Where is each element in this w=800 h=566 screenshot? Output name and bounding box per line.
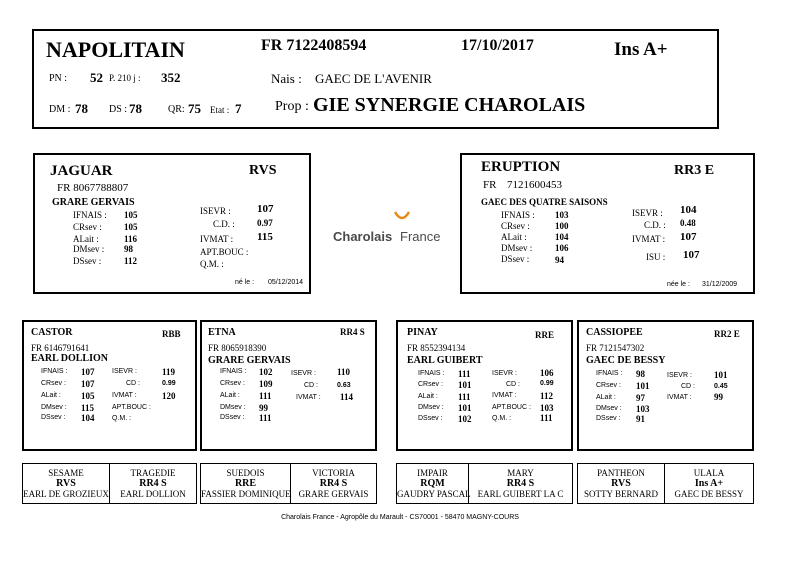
dam-dssev-value: 94 bbox=[555, 255, 564, 265]
gp-aptbouc-value: 103 bbox=[540, 403, 554, 413]
gp-dmsev-label: DMsev : bbox=[41, 404, 67, 411]
gp-cd-label: CD : bbox=[681, 383, 695, 390]
gp-ifnais-value: 102 bbox=[259, 367, 273, 377]
sire-qm-label: Q.M. : bbox=[200, 259, 224, 269]
gp-crsev-value: 101 bbox=[458, 380, 472, 390]
grandparent-box-pinay bbox=[396, 320, 573, 451]
sire-isevr-label: ISEVR : bbox=[200, 206, 231, 216]
gp-ivmat-value: 114 bbox=[340, 392, 354, 402]
ggp-breeder: FASSIER DOMINIQUE bbox=[201, 489, 291, 499]
ggp-name: VICTORIA bbox=[312, 468, 355, 478]
ggp-grade: RR4 S bbox=[319, 478, 348, 489]
gp-grade: RR2 E bbox=[714, 329, 740, 339]
ggp-cell bbox=[578, 464, 665, 503]
grandparent-box-castor bbox=[22, 320, 197, 451]
pn-value: 52 bbox=[90, 70, 103, 85]
dam-grade: RR3 E bbox=[674, 163, 715, 178]
ggp-breeder: EARL GUIBERT LA C bbox=[477, 489, 564, 499]
gp-breeder: GAEC DE BESSY bbox=[586, 355, 666, 366]
gp-isevr-label: ISEVR : bbox=[667, 372, 692, 379]
dam-born-value: 31/12/2009 bbox=[702, 281, 738, 288]
ggp-grade: RRE bbox=[234, 478, 257, 489]
gp-ivmat-label: IVMAT : bbox=[667, 394, 692, 401]
sire-born-label: né le : bbox=[235, 279, 255, 286]
sire-dmsev-label: DMsev : bbox=[73, 244, 105, 254]
grandparent-box-etna bbox=[200, 320, 377, 451]
gp-isevr-label: ISEVR : bbox=[112, 368, 137, 375]
sire-dssev-label: DSsev : bbox=[73, 256, 102, 266]
ggp-name: SUEDOIS bbox=[226, 468, 265, 478]
gp-dmsev-label: DMsev : bbox=[596, 405, 622, 412]
gp-ivmat-value: 99 bbox=[714, 392, 723, 402]
ggp-strip-cassiopee bbox=[577, 463, 754, 504]
animal-grade: Ins A+ bbox=[614, 39, 668, 60]
ggp-grade: RR4 S bbox=[139, 478, 167, 489]
gp-ifnais-label: IFNAIS : bbox=[41, 368, 68, 375]
gp-dssev-value: 104 bbox=[81, 413, 95, 423]
gp-ivmat-label: IVMAT : bbox=[492, 392, 517, 399]
gp-dssev-value: 91 bbox=[636, 414, 645, 424]
dam-dmsev-label: DMsev : bbox=[501, 243, 533, 253]
ggp-breeder: GRARE GERVAIS bbox=[298, 489, 369, 499]
dam-box bbox=[460, 153, 755, 294]
sire-ifnais-label: IFNAIS : bbox=[73, 210, 107, 220]
ggp-breeder: GAUDRY PASCAL bbox=[397, 489, 471, 499]
gp-ifnais-label: IFNAIS : bbox=[596, 370, 623, 377]
gp-crsev-label: CRsev : bbox=[596, 382, 621, 389]
gp-dmsev-value: 115 bbox=[81, 403, 95, 413]
dam-dmsev-value: 106 bbox=[555, 243, 569, 253]
ggp-strip-etna bbox=[200, 463, 377, 504]
gp-dssev-value: 111 bbox=[259, 413, 272, 423]
gp-dmsev-label: DMsev : bbox=[220, 404, 246, 411]
gp-ivmat-value: 120 bbox=[162, 391, 176, 401]
animal-name: NAPOLITAIN bbox=[46, 37, 185, 62]
gp-number: FR 8552394134 bbox=[407, 343, 466, 353]
gp-ivmat-label: IVMAT : bbox=[296, 394, 321, 401]
dam-isu-label: ISU : bbox=[646, 252, 666, 262]
dam-cd-value: 0.48 bbox=[680, 218, 696, 228]
grandparent-box-cassiopee bbox=[577, 320, 754, 451]
ggp-breeder: SOTTY BERNARD bbox=[584, 489, 658, 499]
p210-value: 352 bbox=[161, 70, 181, 85]
gp-number: FR 6146791641 bbox=[31, 343, 90, 353]
gp-crsev-label: CRsev : bbox=[418, 381, 443, 388]
sire-ivmat-label: IVMAT : bbox=[200, 234, 234, 244]
ggp-cell bbox=[201, 464, 291, 503]
gp-dssev-label: DSsev : bbox=[41, 414, 66, 421]
gp-alait-value: 105 bbox=[81, 391, 95, 401]
ggp-breeder: EARL DE GROZIEUX bbox=[23, 489, 109, 499]
dam-number: 7121600453 bbox=[507, 179, 562, 191]
gp-aptbouc-label: APT.BOUC : bbox=[112, 404, 151, 411]
ggp-name: MARY bbox=[507, 468, 534, 478]
sire-ifnais-value: 105 bbox=[124, 210, 138, 220]
dam-isevr-label: ISEVR : bbox=[632, 208, 663, 218]
gp-ifnais-value: 111 bbox=[458, 369, 471, 379]
gp-qm-label: Q.M. : bbox=[492, 415, 512, 422]
ggp-breeder: EARL DOLLION bbox=[120, 489, 186, 499]
pn-label: PN : bbox=[49, 73, 68, 84]
prop-label: Prop : bbox=[275, 99, 309, 114]
gp-isevr-value: 119 bbox=[162, 367, 176, 377]
gp-name: CASSIOPEE bbox=[586, 327, 643, 338]
sire-cd-label: C.D. : bbox=[213, 219, 235, 229]
gp-crsev-label: CRsev : bbox=[41, 380, 66, 387]
ggp-cell bbox=[469, 464, 572, 503]
gp-dmsev-value: 99 bbox=[259, 403, 268, 413]
gp-dssev-label: DSsev : bbox=[418, 415, 443, 422]
gp-isevr-value: 110 bbox=[337, 367, 351, 377]
ggp-name: TRAGEDIE bbox=[130, 468, 176, 478]
gp-ifnais-label: IFNAIS : bbox=[418, 370, 445, 377]
gp-ivmat-value: 112 bbox=[540, 391, 554, 401]
gp-ifnais-value: 98 bbox=[636, 369, 645, 379]
sire-alait-value: 116 bbox=[124, 234, 138, 244]
dm-label: DM : bbox=[49, 104, 71, 115]
gp-name: CASTOR bbox=[31, 327, 73, 338]
gp-breeder: EARL DOLLION bbox=[31, 353, 108, 364]
sire-crsev-label: CRsev : bbox=[73, 222, 102, 232]
dam-dssev-label: DSsev : bbox=[501, 254, 530, 264]
dam-breeder: GAEC DES QUATRE SAISONS bbox=[481, 197, 608, 207]
gp-ifnais-label: IFNAIS : bbox=[220, 368, 247, 375]
report-date: 17/10/2017 bbox=[461, 37, 534, 54]
sire-crsev-value: 105 bbox=[124, 222, 138, 232]
ggp-strip-castor bbox=[22, 463, 197, 504]
gp-grade: RBB bbox=[162, 329, 181, 339]
charolais-france-logo bbox=[330, 210, 448, 250]
dam-ifnais-value: 103 bbox=[555, 210, 569, 220]
gp-alait-label: ALait : bbox=[41, 392, 61, 399]
gp-breeder: EARL GUIBERT bbox=[407, 355, 483, 366]
animal-number: FR 7122408594 bbox=[261, 37, 367, 54]
gp-crsev-value: 109 bbox=[259, 379, 273, 389]
sire-isevr-value: 107 bbox=[257, 203, 274, 215]
gp-isevr-value: 106 bbox=[540, 368, 554, 378]
sire-ivmat-value: 115 bbox=[257, 231, 273, 243]
qr-label: QR: bbox=[168, 104, 185, 115]
ggp-grade: Ins A+ bbox=[694, 478, 724, 489]
gp-alait-value: 111 bbox=[458, 392, 471, 402]
gp-crsev-label: CRsev : bbox=[220, 380, 245, 387]
gp-cd-label: CD : bbox=[304, 382, 318, 389]
gp-ifnais-value: 107 bbox=[81, 367, 95, 377]
sire-dmsev-value: 98 bbox=[124, 244, 133, 254]
ggp-cell bbox=[110, 464, 196, 503]
gp-breeder: GRARE GERVAIS bbox=[208, 355, 291, 366]
dm-value: 78 bbox=[75, 101, 88, 116]
logo-leaf-icon bbox=[392, 210, 412, 224]
gp-cd-value: 0.99 bbox=[162, 380, 176, 387]
gp-aptbouc-label: APT.BOUC : bbox=[492, 404, 531, 411]
sire-breeder: GRARE GERVAIS bbox=[52, 197, 135, 208]
p210-label: P. 210 j : bbox=[109, 73, 141, 83]
gp-cd-value: 0.63 bbox=[337, 382, 351, 389]
dam-isevr-value: 104 bbox=[680, 204, 697, 216]
gp-number: FR 8065918390 bbox=[208, 343, 267, 353]
sire-name: JAGUAR bbox=[50, 163, 113, 179]
gp-crsev-value: 107 bbox=[81, 379, 95, 389]
gp-isevr-label: ISEVR : bbox=[291, 370, 316, 377]
gp-grade: RR4 S bbox=[340, 327, 365, 337]
gp-cd-value: 0.99 bbox=[540, 380, 554, 387]
sire-cd-value: 0.97 bbox=[257, 218, 273, 228]
dam-number-prefix: FR bbox=[483, 179, 497, 191]
dam-name: ERUPTION bbox=[481, 159, 561, 175]
gp-qm-value: 111 bbox=[540, 413, 553, 423]
gp-name: ETNA bbox=[208, 327, 236, 338]
dam-born-label: née le : bbox=[667, 281, 690, 288]
dam-ivmat-value: 107 bbox=[680, 231, 697, 243]
dam-crsev-label: CRsev : bbox=[501, 221, 530, 231]
sire-aptbouc-label: APT.BOUC : bbox=[200, 247, 249, 257]
nais-value: GAEC DE L'AVENIR bbox=[315, 71, 432, 86]
logo-text-left: Charolais bbox=[333, 229, 393, 244]
ggp-cell bbox=[23, 464, 110, 503]
prop-value: GIE SYNERGIE CHAROLAIS bbox=[313, 94, 586, 116]
dam-cd-label: C.D. : bbox=[644, 220, 666, 230]
sire-box bbox=[33, 153, 311, 294]
ds-value: 78 bbox=[129, 101, 142, 116]
sire-alait-label: ALait : bbox=[73, 234, 99, 244]
sire-dssev-value: 112 bbox=[124, 256, 138, 266]
gp-dssev-label: DSsev : bbox=[220, 414, 245, 421]
gp-name: PINAY bbox=[407, 327, 438, 338]
etat-value: 7 bbox=[235, 101, 242, 116]
ds-label: DS : bbox=[109, 104, 128, 115]
nais-label: Nais : bbox=[271, 71, 302, 86]
gp-ivmat-label: IVMAT : bbox=[112, 392, 137, 399]
sire-number: FR 8067788807 bbox=[57, 182, 129, 194]
main-animal-box bbox=[32, 29, 719, 129]
gp-alait-label: ALait : bbox=[596, 394, 616, 401]
sire-grade: RVS bbox=[249, 163, 277, 178]
ggp-name: ULALA bbox=[693, 468, 725, 478]
sire-born-value: 05/12/2014 bbox=[268, 279, 304, 286]
gp-crsev-value: 101 bbox=[636, 381, 650, 391]
gp-alait-label: ALait : bbox=[418, 393, 438, 400]
etat-label: Etat : bbox=[210, 105, 230, 115]
ggp-grade: RR4 S bbox=[506, 478, 535, 489]
gp-grade: RRE bbox=[535, 330, 555, 340]
gp-isevr-value: 101 bbox=[714, 370, 728, 380]
ggp-grade: RVS bbox=[56, 478, 76, 489]
gp-alait-value: 111 bbox=[259, 391, 272, 401]
dam-ifnais-label: IFNAIS : bbox=[501, 210, 535, 220]
ggp-breeder: GAEC DE BESSY bbox=[674, 489, 744, 499]
gp-qm-label: Q.M. : bbox=[112, 415, 132, 422]
qr-value: 75 bbox=[188, 101, 201, 116]
dam-crsev-value: 100 bbox=[555, 221, 569, 231]
ggp-cell bbox=[291, 464, 376, 503]
dam-alait-value: 104 bbox=[555, 232, 569, 242]
dam-alait-label: ALait : bbox=[501, 232, 527, 242]
gp-dmsev-value: 103 bbox=[636, 404, 650, 414]
ggp-cell bbox=[665, 464, 753, 503]
gp-dmsev-label: DMsev : bbox=[418, 404, 444, 411]
ggp-cell bbox=[397, 464, 469, 503]
ggp-strip-pinay bbox=[396, 463, 573, 504]
gp-number: FR 7121547302 bbox=[586, 343, 645, 353]
ggp-name: IMPAIR bbox=[417, 468, 448, 478]
dam-isu-value: 107 bbox=[683, 249, 700, 261]
ggp-name: PANTHEON bbox=[597, 468, 645, 478]
gp-alait-label: ALait : bbox=[220, 392, 240, 399]
gp-dssev-label: DSsev : bbox=[596, 415, 621, 422]
footer-address: Charolais France - Agropôle du Marault - CS70001 - 58470 MAGNY-COURS bbox=[281, 514, 519, 521]
ggp-grade: RQM bbox=[420, 478, 445, 489]
gp-isevr-label: ISEVR : bbox=[492, 370, 517, 377]
ggp-grade: RVS bbox=[611, 478, 631, 489]
dam-ivmat-label: IVMAT : bbox=[632, 234, 666, 244]
ggp-name: SESAME bbox=[48, 468, 84, 478]
logo-text-right: France bbox=[400, 229, 441, 244]
gp-cd-label: CD : bbox=[506, 381, 520, 388]
gp-alait-value: 97 bbox=[636, 393, 645, 403]
gp-dmsev-value: 101 bbox=[458, 403, 472, 413]
gp-cd-value: 0.45 bbox=[714, 383, 728, 390]
gp-cd-label: CD : bbox=[126, 380, 140, 387]
gp-dssev-value: 102 bbox=[458, 414, 472, 424]
